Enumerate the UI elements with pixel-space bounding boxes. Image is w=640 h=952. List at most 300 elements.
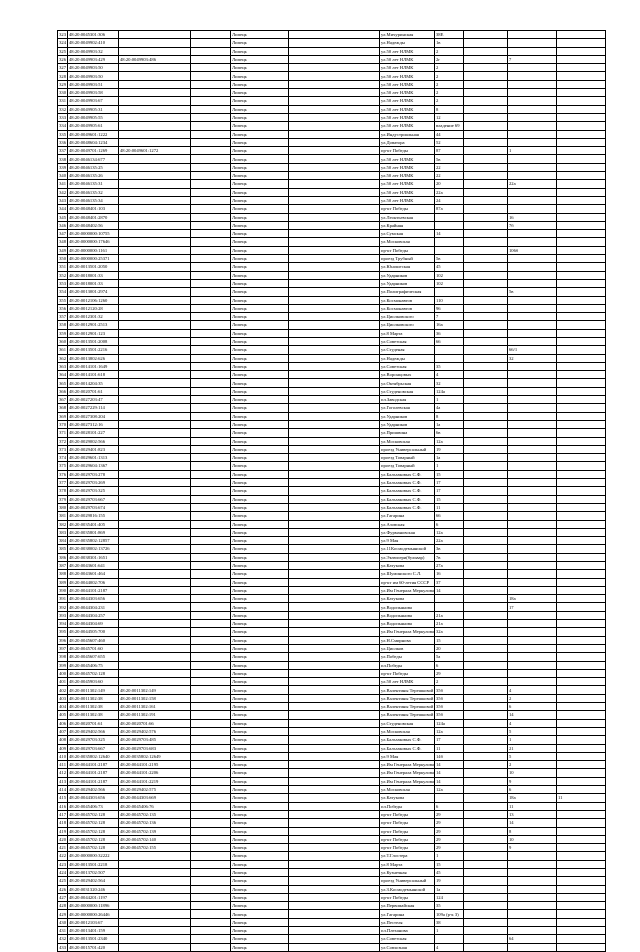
city-cell: Липецк <box>231 271 289 279</box>
unit-cell <box>508 163 557 171</box>
unit-cell: 16 <box>508 213 557 221</box>
cadastral-number-cell: 48:20:0049903:50 <box>68 72 119 80</box>
empty-cell <box>464 72 508 80</box>
street-cell: ул.Полиграфическая <box>380 288 435 296</box>
extra-cell <box>557 927 606 935</box>
extra-cell <box>557 80 606 88</box>
empty-cell <box>289 603 380 611</box>
empty-cell <box>464 337 508 345</box>
city-cell: Липецк <box>231 586 289 594</box>
city-cell: Липецк <box>231 445 289 453</box>
house-cell <box>435 346 464 354</box>
cadastral-number-cell: 48:20:0013001:2974 <box>68 288 119 296</box>
table-row <box>58 644 606 652</box>
street-cell: ул.11Космодемьянской <box>380 545 435 553</box>
cadastral-number-cell: 48:20:0029703:674 <box>68 503 119 511</box>
table-row <box>58 404 606 412</box>
empty-cell <box>464 844 508 852</box>
extra-cell <box>557 279 606 287</box>
extra-cell <box>557 844 606 852</box>
unit-cell <box>508 304 557 312</box>
sub-cadastral-number-cell <box>119 852 191 860</box>
street-cell: ул.Московская <box>380 727 435 735</box>
empty-cell <box>289 445 380 453</box>
empty-cell <box>464 271 508 279</box>
table-row <box>58 835 606 843</box>
sub-cadastral-number-cell <box>119 636 191 644</box>
table-row <box>58 429 606 437</box>
cadastral-number-cell: 48:20:0046135:31 <box>68 180 119 188</box>
empty-cell <box>191 479 231 487</box>
sub-cadastral-number-cell <box>119 213 191 221</box>
sub-cadastral-number-cell <box>119 570 191 578</box>
street-cell: ул.Ударников <box>380 279 435 287</box>
house-cell: 21а <box>435 611 464 619</box>
row-number-cell: 428 <box>59 903 66 909</box>
sub-cadastral-number-cell <box>119 902 191 910</box>
cadastral-number-cell: 48:20:0012103:67 <box>68 918 119 926</box>
street-cell: ул.50 лет НЛМК <box>380 47 435 55</box>
empty-cell <box>191 31 231 39</box>
house-cell: 22 <box>435 163 464 171</box>
row-number-cell: 353 <box>59 280 66 286</box>
extra-cell <box>557 404 606 412</box>
city-cell: Липецк <box>231 943 289 951</box>
sub-cadastral-number-cell: 48:20:0011302:158 <box>119 694 191 702</box>
city-cell: Липецк <box>231 769 289 777</box>
empty-cell <box>464 205 508 213</box>
register-table-sheet <box>57 30 605 952</box>
row-number-cell: 372 <box>59 438 66 444</box>
unit-cell: 5в <box>508 288 557 296</box>
street-cell: ул.Ударников <box>380 412 435 420</box>
extra-cell <box>557 860 606 868</box>
street-cell: ул.Студеная <box>380 346 435 354</box>
street-cell: ул.Советская <box>380 362 435 370</box>
empty-cell <box>289 910 380 918</box>
unit-cell <box>508 620 557 628</box>
street-cell: пр-кт Победы <box>380 205 435 213</box>
city-cell: Липецк <box>231 296 289 304</box>
house-cell: 17 <box>435 479 464 487</box>
city-cell: Липецк <box>231 163 289 171</box>
unit-cell <box>508 868 557 876</box>
street-cell: ул.50 лет НЛМК <box>380 64 435 72</box>
table-row <box>58 246 606 254</box>
table-row <box>58 113 606 121</box>
city-cell: Липецк <box>231 371 289 379</box>
city-cell: Липецк <box>231 503 289 511</box>
cadastral-number-cell: 48:20:0029402:564 <box>68 877 119 885</box>
city-cell: Липецк <box>231 727 289 735</box>
extra-cell <box>557 163 606 171</box>
unit-cell <box>508 296 557 304</box>
cadastral-number-cell: 48:20:0013501:2050 <box>68 263 119 271</box>
empty-cell <box>464 819 508 827</box>
empty-cell <box>191 877 231 885</box>
city-cell: Липецк <box>231 719 289 727</box>
row-number-cell: 379 <box>59 496 66 502</box>
row-number-cell: 391 <box>59 596 66 602</box>
street-cell: ул.Космонавтов <box>380 304 435 312</box>
cadastral-number-cell: 48:20:0020701:61 <box>68 719 119 727</box>
empty-cell <box>289 238 380 246</box>
house-cell: 14 <box>435 586 464 594</box>
empty-cell <box>191 313 231 321</box>
street-cell: ул.Доватора <box>380 138 435 146</box>
unit-cell: 6 <box>508 703 557 711</box>
empty-cell <box>464 470 508 478</box>
sub-cadastral-number-cell <box>119 105 191 113</box>
unit-cell: 2 <box>508 694 557 702</box>
cadastral-number-cell: 48:20:0013501:2008 <box>68 337 119 345</box>
unit-cell <box>508 437 557 445</box>
table-row <box>58 893 606 901</box>
table-row <box>58 80 606 88</box>
empty-cell <box>191 487 231 495</box>
unit-cell <box>508 877 557 885</box>
city-cell: Липецк <box>231 736 289 744</box>
street-cell: ул.Бальзаковых С.Ф. <box>380 503 435 511</box>
cadastral-number-cell: 48:20:0045406:75 <box>68 661 119 669</box>
sub-cadastral-number-cell: 48:20:0044101:2195 <box>119 761 191 769</box>
city-cell: Липецк <box>231 39 289 47</box>
empty-cell <box>289 221 380 229</box>
empty-cell <box>289 885 380 893</box>
empty-cell <box>289 163 380 171</box>
sub-cadastral-number-cell: 48:20:0011302:161 <box>119 703 191 711</box>
unit-cell <box>508 678 557 686</box>
street-cell: ул.Им Генерала Меркулова <box>381 778 434 784</box>
empty-cell <box>191 354 231 362</box>
table-row <box>58 89 606 97</box>
extra-cell <box>557 553 606 561</box>
table-row <box>58 520 606 528</box>
empty-cell <box>191 777 231 785</box>
house-cell: 16а <box>435 321 464 329</box>
table-row <box>58 769 606 777</box>
cadastral-number-cell: 48:20:0044304:69 <box>68 620 119 628</box>
extra-cell <box>557 321 606 329</box>
unit-cell <box>508 636 557 644</box>
empty-cell <box>289 279 380 287</box>
empty-cell <box>191 263 231 271</box>
extra-cell <box>557 130 606 138</box>
empty-cell <box>191 337 231 345</box>
empty-cell <box>289 138 380 146</box>
table-row <box>58 346 606 354</box>
city-cell: Липецк <box>231 80 289 88</box>
extra-cell <box>557 537 606 545</box>
empty-cell <box>464 396 508 404</box>
sub-cadastral-number-cell: 48:20:0020701:66 <box>119 719 191 727</box>
row-number-cell: 336 <box>59 139 66 145</box>
sub-cadastral-number-cell <box>119 180 191 188</box>
row-number-cell: 380 <box>59 504 66 510</box>
city-cell: Липецк <box>231 479 289 487</box>
unit-cell: 11 <box>508 802 557 810</box>
sub-cadastral-number-cell <box>119 396 191 404</box>
cadastral-number-cell: 48:20:0045701:60 <box>68 644 119 652</box>
city-cell: Липецк <box>231 877 289 885</box>
row-number-cell: 331 <box>59 98 66 104</box>
empty-cell <box>289 943 380 951</box>
street-cell: пл.Победы <box>380 802 435 810</box>
street-cell: пр-кт им 60-летия СССР <box>380 578 435 586</box>
cadastral-number-cell: 48:20:0045702:128 <box>68 827 119 835</box>
cadastral-number-cell: 48:20:0013501:2216 <box>68 346 119 354</box>
row-number-cell: 408 <box>59 737 66 743</box>
extra-cell <box>557 694 606 702</box>
sub-cadastral-number-cell <box>119 420 191 428</box>
unit-cell: 18а <box>508 794 557 802</box>
extra-cell <box>557 371 606 379</box>
street-cell: ул.Бальзаковых С.Ф. <box>380 479 435 487</box>
unit-cell <box>508 545 557 553</box>
unit-cell: 4 <box>508 719 557 727</box>
empty-cell <box>191 113 231 121</box>
cadastral-number-cell: 48:20:0043601:641 <box>68 562 119 570</box>
register-table-body <box>58 31 606 952</box>
cadastral-number-cell: 48:20:0035801:869 <box>68 528 119 536</box>
cadastral-number-cell: 48:20:0049905:55 <box>68 113 119 121</box>
street-cell: ул.Н.Смирнова <box>380 636 435 644</box>
house-cell: 15 <box>435 860 464 868</box>
empty-cell <box>191 902 231 910</box>
table-row <box>58 337 606 345</box>
city-cell: Липецк <box>231 694 289 702</box>
extra-cell <box>557 910 606 918</box>
empty-cell <box>464 321 508 329</box>
empty-cell <box>464 196 508 204</box>
empty-cell <box>289 902 380 910</box>
unit-cell <box>508 362 557 370</box>
cadastral-number-cell: 48:20:0045702:128 <box>68 669 119 677</box>
table-row <box>58 545 606 553</box>
city-cell: Липецк <box>231 89 289 97</box>
unit-cell <box>508 454 557 462</box>
city-cell: Липецк <box>231 404 289 412</box>
house-cell: 87 <box>435 147 464 155</box>
city-cell: Липецк <box>231 487 289 495</box>
city-cell: Липецк <box>231 379 289 387</box>
empty-cell <box>191 105 231 113</box>
cadastral-number-cell: 48:20:0046135:34 <box>68 196 119 204</box>
cadastral-number-cell: 48:20:0028101:227 <box>68 429 119 437</box>
house-cell: 7 <box>435 313 464 321</box>
sub-cadastral-number-cell <box>119 868 191 876</box>
city-cell: Липецк <box>231 396 289 404</box>
table-row <box>58 819 606 827</box>
empty-cell <box>464 180 508 188</box>
sub-cadastral-number-cell <box>119 31 191 39</box>
empty-cell <box>464 412 508 420</box>
empty-cell <box>191 495 231 503</box>
street-cell: ул.Космонавтов <box>380 296 435 304</box>
row-number-cell: 324 <box>59 40 66 46</box>
empty-cell <box>289 64 380 72</box>
empty-cell <box>289 620 380 628</box>
sub-cadastral-number-cell <box>119 387 191 395</box>
empty-cell <box>464 155 508 163</box>
table-row <box>58 230 606 238</box>
extra-cell <box>557 835 606 843</box>
empty-cell <box>191 55 231 63</box>
cadastral-number-cell: 48:20:0049903:50 <box>68 64 119 72</box>
sub-cadastral-number-cell <box>119 454 191 462</box>
empty-cell <box>464 794 508 802</box>
house-cell: 22а <box>435 188 464 196</box>
empty-cell <box>289 586 380 594</box>
cadastral-number-cell: 48:20:0043601:464 <box>68 570 119 578</box>
street-cell: ул.Бальзаковых С.Ф. <box>380 470 435 478</box>
row-number-cell: 398 <box>59 654 66 660</box>
extra-cell <box>557 122 606 130</box>
street-cell: ул.Шуминского С.Л. <box>380 570 435 578</box>
empty-cell <box>289 819 380 827</box>
empty-cell <box>464 719 508 727</box>
cadastral-number-cell: 48:20:0031320:246 <box>68 885 119 893</box>
unit-cell <box>508 39 557 47</box>
street-cell: ул.50 лет НЛМК <box>380 113 435 121</box>
cadastral-number-cell: 48:20:0012120:28 <box>68 304 119 312</box>
row-number-cell: 395 <box>59 629 66 635</box>
city-cell: Липецк <box>231 230 289 238</box>
house-cell: 11 <box>435 744 464 752</box>
table-row <box>58 661 606 669</box>
empty-cell <box>464 943 508 951</box>
empty-cell <box>289 147 380 155</box>
empty-cell <box>464 172 508 180</box>
extra-cell <box>557 105 606 113</box>
table-row <box>58 495 606 503</box>
table-row <box>58 379 606 387</box>
table-row <box>58 205 606 213</box>
house-cell: 1а <box>435 420 464 428</box>
unit-cell: 1 <box>508 147 557 155</box>
empty-cell <box>289 636 380 644</box>
table-row <box>58 711 606 719</box>
house-cell: 15 <box>435 636 464 644</box>
extra-cell <box>557 495 606 503</box>
extra-cell <box>557 138 606 146</box>
empty-cell <box>191 72 231 80</box>
sub-cadastral-number-cell <box>119 628 191 636</box>
city-cell: Липецк <box>231 321 289 329</box>
extra-cell <box>557 55 606 63</box>
street-cell: ул.Катукова <box>380 794 435 802</box>
cadastral-number-cell: 48:20:0046135:26 <box>68 172 119 180</box>
empty-cell <box>191 188 231 196</box>
sub-cadastral-number-cell: 48:20:0011302:191 <box>119 711 191 719</box>
extra-cell <box>557 172 606 180</box>
table-row <box>58 221 606 229</box>
table-row <box>58 31 606 39</box>
street-cell: ул.Валентины Терешковой <box>381 712 434 718</box>
sub-cadastral-number-cell <box>119 669 191 677</box>
cadastral-number-cell: 48:20:0000000:25371 <box>68 255 119 263</box>
cadastral-number-cell: 48:20:0049903:51 <box>68 80 119 88</box>
sub-cadastral-number-cell: 48:20:0045702:155 <box>119 844 191 852</box>
table-row <box>58 844 606 852</box>
sub-cadastral-number-cell <box>119 553 191 561</box>
empty-cell <box>289 387 380 395</box>
house-cell: 1в <box>435 39 464 47</box>
city-cell: Липецк <box>231 246 289 254</box>
empty-cell <box>191 387 231 395</box>
table-row <box>58 694 606 702</box>
city-cell: Липецк <box>231 761 289 769</box>
unit-cell <box>508 910 557 918</box>
street-cell: пр-кт Победы <box>380 246 435 254</box>
empty-cell <box>191 512 231 520</box>
empty-cell <box>191 893 231 901</box>
sub-cadastral-number-cell <box>119 503 191 511</box>
row-number-cell: 323 <box>59 32 66 38</box>
empty-cell <box>464 404 508 412</box>
empty-cell <box>191 636 231 644</box>
street-cell: ул.50 лет НЛМК <box>380 105 435 113</box>
empty-cell <box>464 354 508 362</box>
house-cell: 20 <box>435 644 464 652</box>
cadastral-number-cell: 48:20:0049905:31 <box>68 105 119 113</box>
house-cell: 27а <box>435 562 464 570</box>
table-row <box>58 512 606 520</box>
house-cell: 7в <box>435 553 464 561</box>
empty-cell <box>191 122 231 130</box>
city-cell: Липецк <box>231 528 289 536</box>
empty-cell <box>191 769 231 777</box>
row-number-cell: 357 <box>59 314 66 320</box>
empty-cell <box>289 777 380 785</box>
cadastral-number-cell: 48:20:0000000:32222 <box>68 852 119 860</box>
extra-cell <box>557 412 606 420</box>
cadastral-number-cell: 48:20:0013702:507 <box>68 868 119 876</box>
extra-cell <box>557 354 606 362</box>
house-cell: 19 <box>435 877 464 885</box>
row-number-cell: 335 <box>59 131 66 137</box>
table-row <box>58 935 606 943</box>
street-cell: ул.Гагарина <box>380 910 435 918</box>
table-row <box>58 462 606 470</box>
unit-cell <box>508 412 557 420</box>
empty-cell <box>289 719 380 727</box>
unit-cell <box>508 420 557 428</box>
sub-cadastral-number-cell <box>119 404 191 412</box>
extra-cell <box>557 802 606 810</box>
house-cell: 35 <box>435 362 464 370</box>
sub-cadastral-number-cell <box>119 371 191 379</box>
cadastral-number-cell: 48:20:0012301:32 <box>68 313 119 321</box>
empty-cell <box>289 337 380 345</box>
empty-cell <box>464 147 508 155</box>
house-cell: 5в <box>435 155 464 163</box>
empty-cell <box>464 636 508 644</box>
street-cell: ул.50 лет НЛМК <box>380 80 435 88</box>
empty-cell <box>464 362 508 370</box>
unit-cell <box>508 387 557 395</box>
row-number-cell: 406 <box>59 720 66 726</box>
unit-cell <box>508 72 557 80</box>
empty-cell <box>191 927 231 935</box>
table-row <box>58 329 606 337</box>
street-cell: ул.Катукова <box>380 595 435 603</box>
city-cell: Липецк <box>231 113 289 121</box>
empty-cell <box>191 727 231 735</box>
extra-cell <box>557 113 606 121</box>
street-cell: пр-кт Победы <box>380 835 435 843</box>
unit-cell: 10 <box>508 835 557 843</box>
